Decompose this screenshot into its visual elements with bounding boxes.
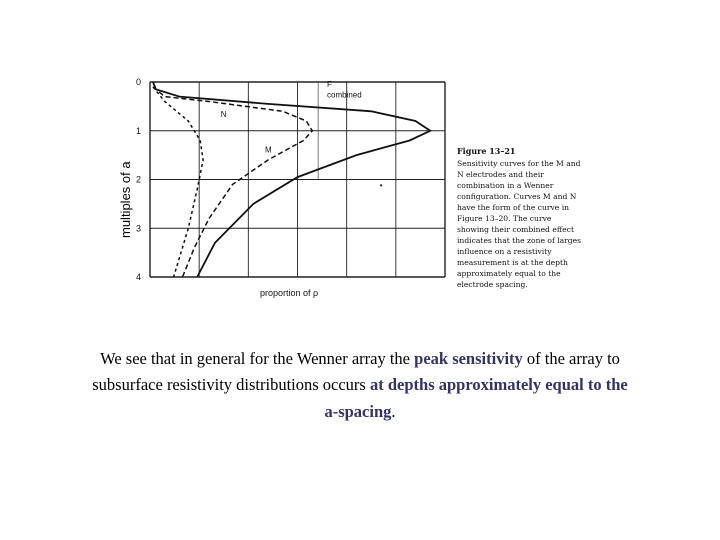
caption-line: Figure 13–20. The curve — [457, 214, 552, 223]
y-tick-label: 1 — [135, 125, 141, 136]
caption-line: indicates that the zone of larges — [457, 236, 582, 245]
caption-line: configuration. Curves M and N — [457, 192, 577, 201]
caption-line: electrode spacing. — [457, 280, 528, 289]
chart — [136, 77, 445, 282]
caption-line: combination in a Wenner — [457, 181, 554, 190]
highlight-depths: at depths approximately equal to the a-spacing — [324, 375, 628, 421]
caption-line: showing their combined effect — [457, 225, 575, 234]
annotation-m: M — [265, 145, 272, 155]
annotation-combined: combined — [327, 90, 362, 100]
annotation-f: F — [327, 79, 332, 89]
y-axis-label: multiples of a — [118, 161, 133, 238]
annotation-n: N — [220, 110, 227, 120]
caption-line: measurement is at the depth — [457, 258, 568, 267]
figure — [100, 70, 620, 305]
caption-line: N electrodes and their — [457, 170, 544, 179]
highlight-peak-sensitivity: peak sensitivity — [414, 349, 523, 368]
x-axis-label: proportion of ρ — [260, 288, 319, 298]
caption-title: Figure 13–21 — [457, 146, 516, 156]
y-tick-label: 2 — [135, 174, 141, 185]
caption-line: approximately equal to the — [457, 269, 561, 278]
stray-mark — [380, 184, 382, 186]
paragraph-text-1: We see that in general for the Wenner array the — [100, 349, 415, 368]
caption-line: Sensitivity curves for the M and — [457, 159, 581, 168]
paragraph-text-3: . — [391, 401, 396, 421]
paragraph-text-2: of the array to subsurface resistivity distributions occurs — [92, 349, 620, 395]
body-paragraph — [90, 346, 630, 425]
y-tick-label: 4 — [135, 272, 141, 282]
caption-line: influence on a resistivity — [457, 247, 552, 256]
y-tick-label: 0 — [135, 77, 141, 87]
series-line-m — [153, 87, 203, 277]
y-tick-label: 3 — [135, 223, 141, 234]
caption-line: have the form of the curve in — [457, 203, 570, 212]
figure-caption — [457, 146, 581, 289]
